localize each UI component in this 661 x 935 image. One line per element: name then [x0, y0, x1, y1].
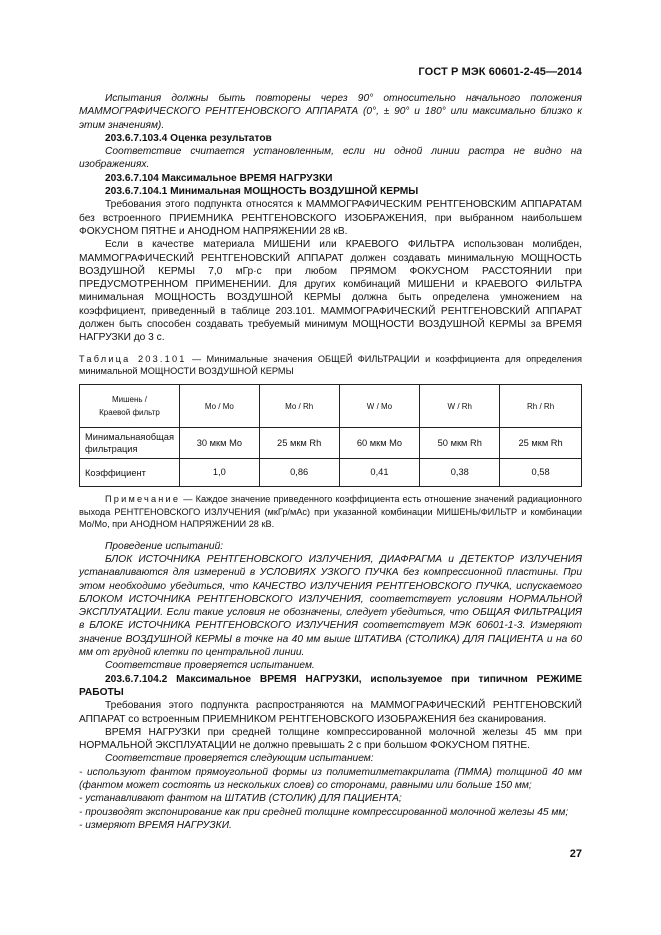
table-cell: 0,58 [500, 459, 582, 487]
row-label-word: фильтрация [85, 444, 138, 455]
standard-header: ГОСТ Р МЭК 60601-2-45—2014 [418, 66, 582, 78]
table-cell: 50 мкм Rh [420, 428, 500, 459]
table-cell: 0,38 [420, 459, 500, 487]
table-cell: 0,41 [339, 459, 420, 487]
column-header: Rh / Rh [500, 385, 582, 428]
paragraph-compliance-raster: Соответствие считается установленным, если ни одной линии растра не видно на изображениях. [79, 146, 582, 171]
paragraph-compliance-following-test: Соответствие проверяется следующим испытанием: [105, 753, 374, 765]
table-203-101 [79, 384, 582, 487]
page-content [79, 92, 582, 832]
column-header: W / Mo [339, 385, 420, 428]
paragraph-repeat-test: Испытания должны быть повторены через 90° относительно начального положения МАММОГРАФИЧЕСКОГО РЕНТГЕНОВСКОГО АППАРАТА (0°, ± 90° и 180° или максимально близко к этим значениям). [79, 93, 582, 131]
corner-target-label: Мишень / [111, 395, 147, 405]
heading-203-6-7-104-2: 203.6.7.104.2 Максимальное ВРЕМЯ НАГРУЗКИ, используемое при типичном РЕЖИМЕ РАБОТЫ [79, 673, 582, 698]
heading-203-6-7-104-1: 203.6.7.104.1 Минимальная МОЩНОСТЬ ВОЗДУШНОЙ КЕРМЫ [105, 186, 419, 198]
heading-203-6-7-103-4: 203.6.7.103.4 Оценка результатов [105, 132, 272, 144]
row-label-filtration [80, 428, 180, 459]
row-label-coefficient: Коэффициент [80, 459, 180, 487]
list-item: - используют фантом прямоугольной формы из полиметилметакрилата (ПММА) толщиной 40 мм (фантом может состоять из нескольких слоев) со сторонами, равными или больше 150 мм; [79, 766, 582, 791]
paragraph-test-procedure: БЛОК ИСТОЧНИКА РЕНТГЕНОВСКОГО ИЗЛУЧЕНИЯ, ДИАФРАГМА и ДЕТЕКТОР ИЗЛУЧЕНИЯ устанавливаются для измерений в УСЛОВИЯХ УЗКОГО ПУЧКА без компрессионной пластины. При этом необходимо убедиться, что КАЧЕСТВО ИЗЛУЧЕНИЯ РЕНТГЕНОВСКОГО ПУЧКА, испускаемого БЛОКОМ ИСТОЧНИКА РЕНТГЕНОВСКОГО ИЗЛУЧЕНИЯ, соответствует условиям НОРМАЛЬНОЙ ЭКСПЛУАТАЦИИ. Если такие условия не обозначены, следует убедиться, что ОБЩАЯ ФИЛЬТРАЦИЯ в БЛОКЕ ИСТОЧНИКА РЕНТГЕНОВСКОГО ИЗЛУЧЕНИЯ соответствует МЭК 60601-1-3. Измеряют значение ВОЗДУШНОЙ КЕРМЫ в точке на 40 мм выше ШТАТИВА (СТОЛИКА) ДЛЯ ПАЦИЕНТА и на 60 мм от грудной клетки по центральной линии. [79, 553, 582, 659]
table-caption-label: Таблица 203.101 [79, 353, 187, 364]
note-text: — Каждое значение приведенного коэффициента есть отношение значений радиационного выхода РЕНТГЕНОВСКОГО ИЗЛУЧЕНИЯ (мкГр/мАс) при указанной комбинации МИШЕНЬ/ФИЛЬТР и комбинации Mo/Mo, при АНОДНОМ НАПРЯЖЕНИИ 28 кВ. [79, 494, 582, 530]
table-caption [79, 353, 582, 378]
column-header: W / Rh [420, 385, 500, 428]
list-item: - производят экспонирование как при средней толщине компрессированной молочной железы 45 мм; [79, 806, 569, 818]
page-number: 27 [569, 848, 582, 860]
paragraph-requirements-with-receptor: Требования этого подпункта распространяются на МАММОГРАФИЧЕСКИЙ РЕНТГЕНОВСКИЙ АППАРАТ со встроенным ПРИЕМНИКОМ РЕНТГЕНОВСКОГО ИЗОБРАЖЕНИЯ без сканирования. [79, 700, 582, 725]
row-label-word: общая [145, 432, 174, 443]
table-cell: 30 мкм Mo [179, 428, 259, 459]
column-header: Mo / Rh [259, 385, 339, 428]
table-header-row [80, 385, 582, 428]
test-heading: Проведение испытаний: [105, 540, 224, 552]
paragraph-requirements-without-receptor: Требования этого подпункта относятся к МАММОГРАФИЧЕСКИМ РЕНТГЕНОВСКИМ АППАРАТАМ без встроенного ПРИЕМНИКА РЕНТГЕНОВСКОГО ИЗОБРАЖЕНИЯ, при выбранном наибольшем ФОКУСНОМ ПЯТНЕ и АНОДНОМ НАПРЯЖЕНИИ 28 кВ. [79, 199, 582, 237]
table-cell: 25 мкм Rh [259, 428, 339, 459]
list-item: - устанавливают фантом на ШТАТИВ (СТОЛИК) ДЛЯ ПАЦИЕНТА; [79, 793, 402, 805]
paragraph-compliance-test: Соответствие проверяется испытанием. [105, 660, 315, 672]
table-cell: 0,86 [259, 459, 339, 487]
corner-filter-label: Краевой фильтр [99, 408, 160, 418]
table-cell: 60 мкм Mo [339, 428, 420, 459]
table-cell: 1,0 [179, 459, 259, 487]
column-header: Mo / Mo [179, 385, 259, 428]
table-caption-text: — Минимальные значения ОБЩЕЙ ФИЛЬТРАЦИИ и коэффициента для определения минимальной МОЩНОСТИ ВОЗДУШНОЙ КЕРМЫ [79, 353, 582, 376]
table-note [79, 493, 582, 530]
table-row-filtration [80, 428, 582, 459]
heading-203-6-7-104: 203.6.7.104 Максимальное ВРЕМЯ НАГРУЗКИ [105, 172, 333, 184]
table-row-coefficient [80, 459, 582, 487]
table-corner-cell [80, 385, 180, 428]
row-label-word: Минимальная [85, 432, 146, 443]
paragraph-molybdenum-target: Если в качестве материала МИШЕНИ или КРАЕВОГО ФИЛЬТРА использован молибден, МАММОГРАФИЧЕСКИЙ РЕНТГЕНОВСКИЙ АППАРАТ должен создавать минимальную МОЩНОСТЬ ВОЗДУШНОЙ КЕРМЫ 7,0 мГр·с при любом ПРЯМОМ ФОКУСНОМ РАССТОЯНИИ при ПРЕДУСМОТРЕННОМ ПРИМЕНЕНИИ. Для других комбинаций МИШЕНИ и КРАЕВОГО ФИЛЬТРА минимальная МОЩНОСТЬ ВОЗДУШНОЙ КЕРМЫ должна быть определена умножением на коэффициент, приведенный в таблице 203.101. МАММОГРАФИЧЕСКИЙ РЕНТГЕНОВСКИЙ АППАРАТ должен быть способен создавать требуемый минимум МОЩНОСТИ ВОЗДУШНОЙ КЕРМЫ за ВРЕМЯ НАГРУЗКИ до 3 с. [79, 239, 582, 344]
note-label: Примечание [105, 494, 181, 505]
table-cell: 25 мкм Rh [500, 428, 582, 459]
list-item: - измеряют ВРЕМЯ НАГРУЗКИ. [79, 819, 232, 831]
paragraph-loading-time-limit: ВРЕМЯ НАГРУЗКИ при средней толщине компрессированной молочной железы 45 мм при НОРМАЛЬНОЙ ЭКСПЛУАТАЦИИ не должно превышать 2 с при большом ФОКУСНОМ ПЯТНЕ. [79, 726, 582, 752]
